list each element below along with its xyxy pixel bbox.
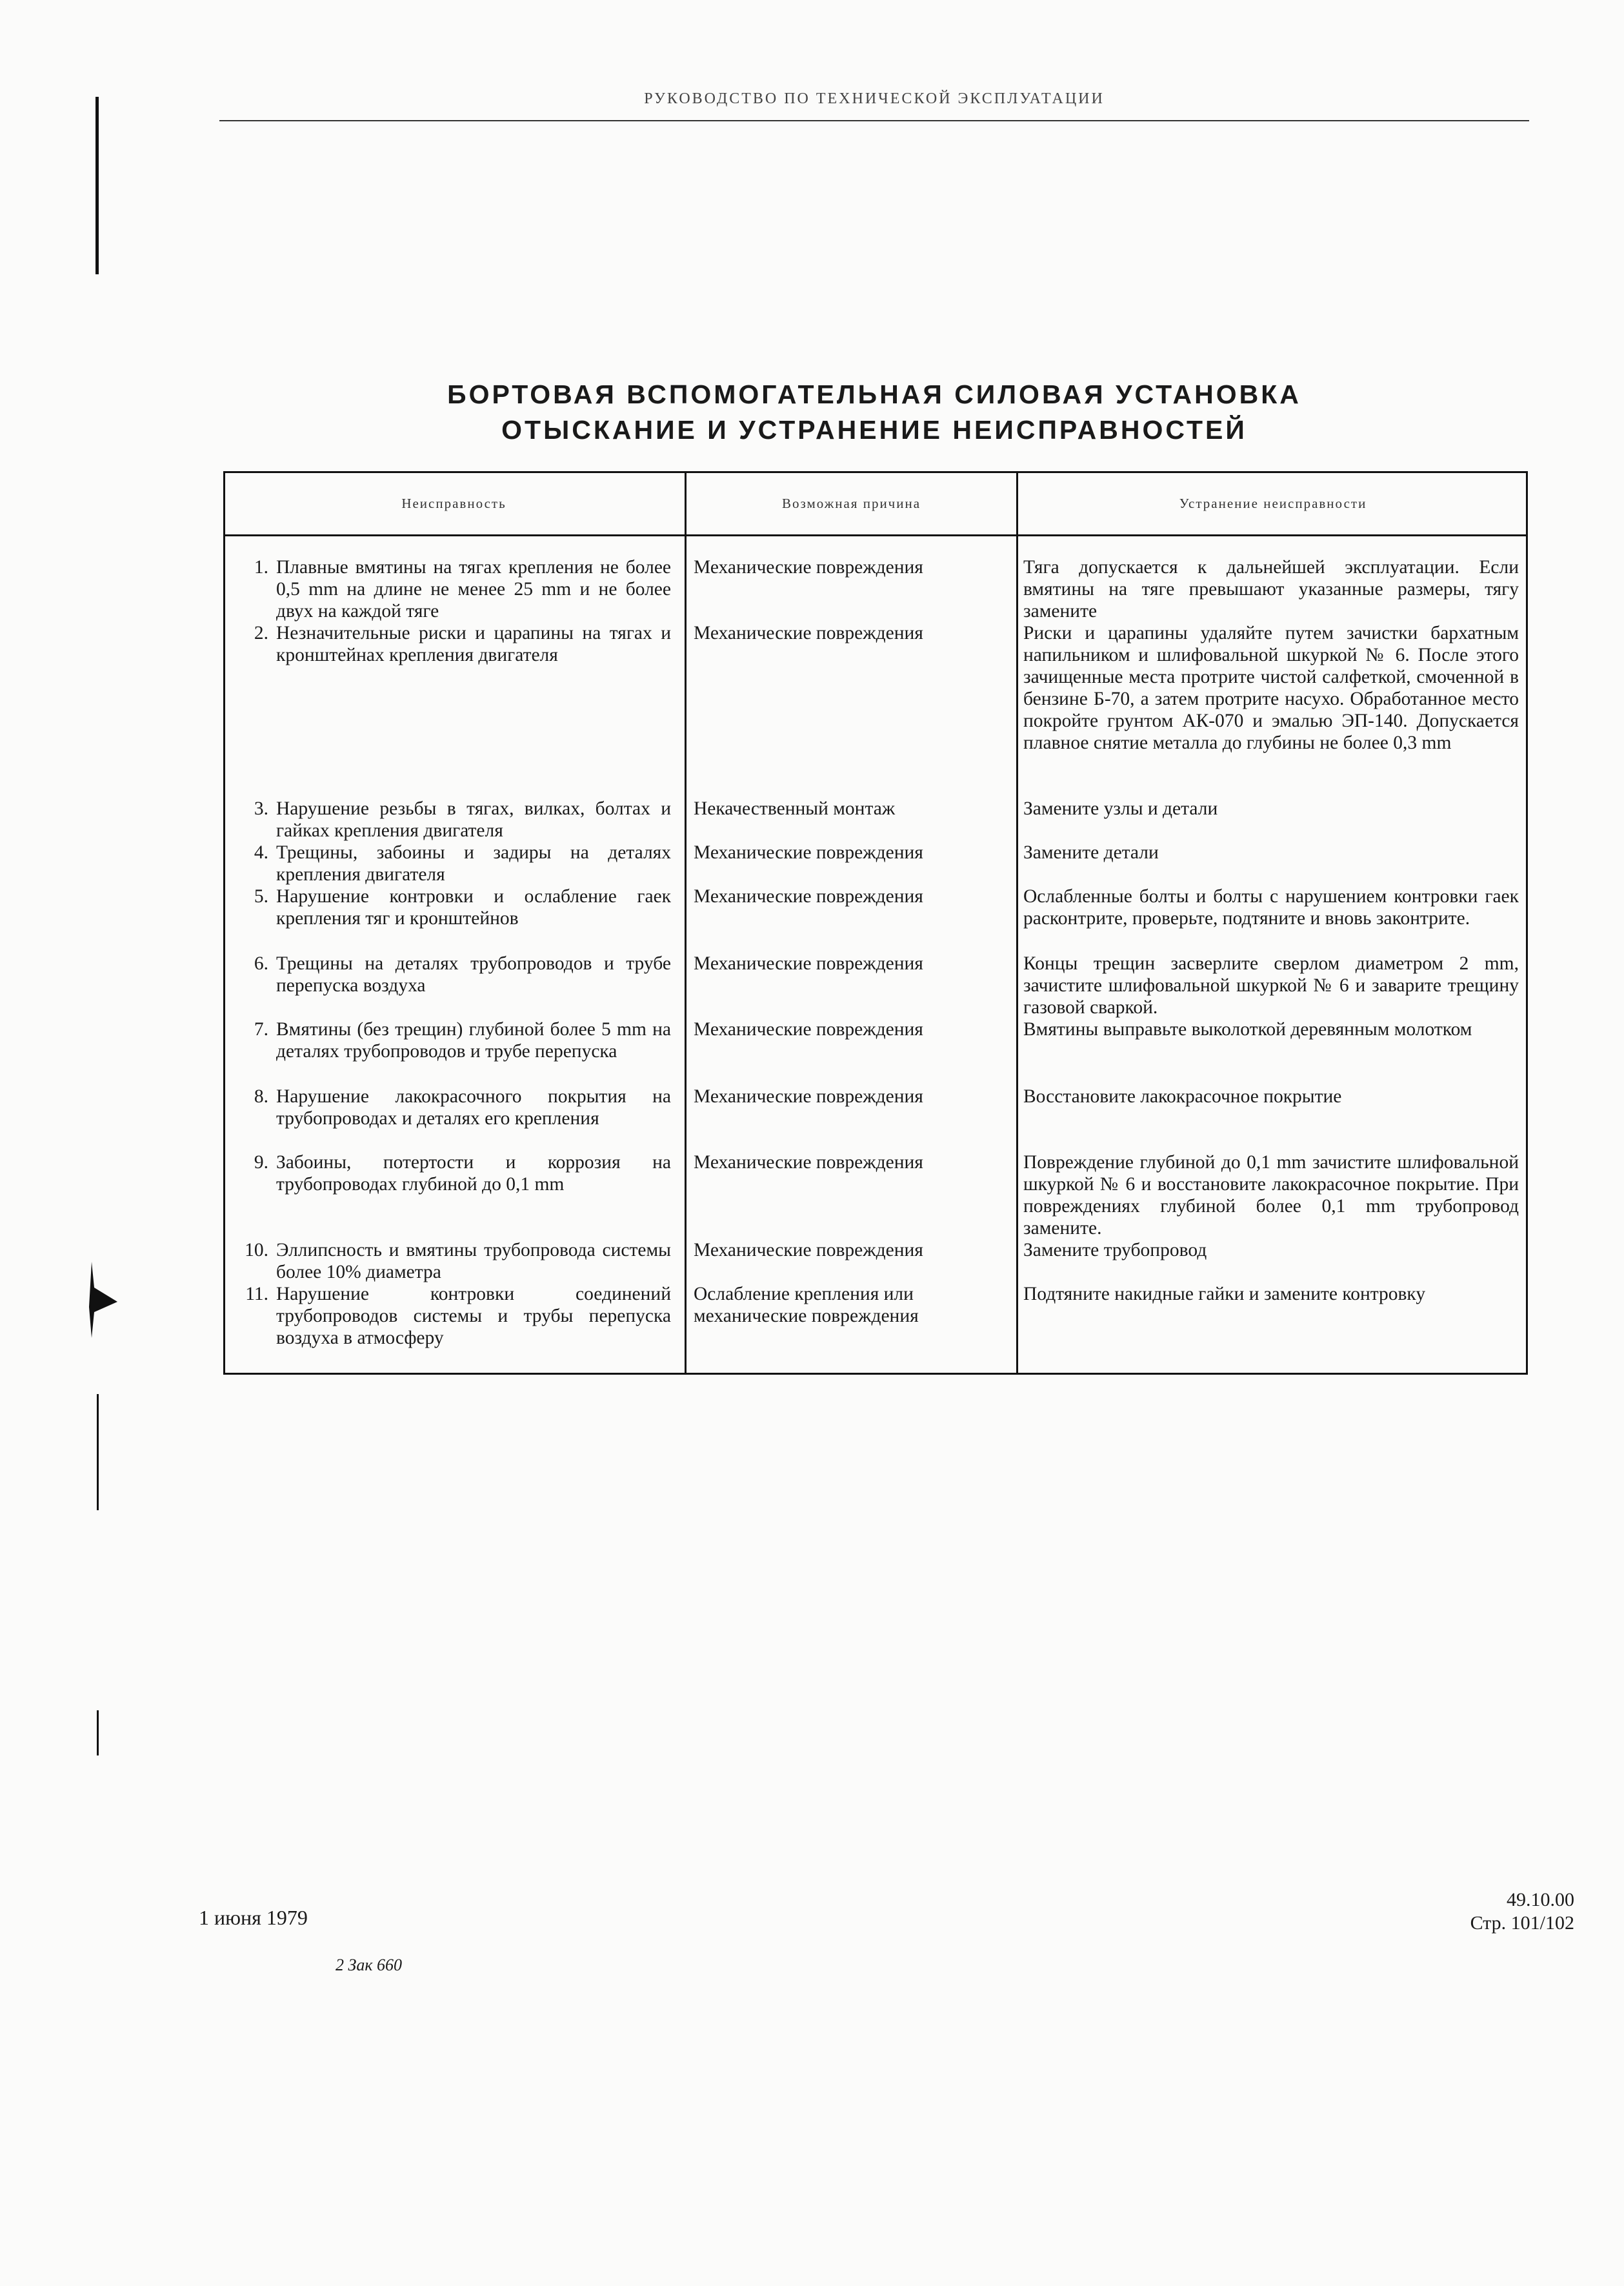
table-row-fault <box>231 798 671 842</box>
remedy-text: Концы трещин засверлите сверлом диаметром 2 mm, зачистите шлифовальной шкуркой № 6 и заварите трещину газовой сваркой. <box>1023 953 1519 1018</box>
column-header-fault: Неисправность <box>401 496 506 511</box>
cause-text: Механические повреждения <box>694 1240 923 1260</box>
remedy-text: Повреждение глубиной до 0,1 mm зачистите шлифовальной шкуркой № 6 и восстановите лакокрасочное покрытие. При повреждениях глубиной более 0,1 mm трубопровод замените. <box>1023 1152 1519 1239</box>
column-divider <box>685 471 687 1375</box>
fault-text: Нарушение контровки соединений трубопроводов системы и трубы перепуска воздуха в атмосферу <box>276 1284 671 1348</box>
row-number: 7. <box>254 1019 268 1040</box>
cause-text: Механические повреждения <box>694 953 923 974</box>
page-title: БОРТОВАЯ ВСПОМОГАТЕЛЬНАЯ СИЛОВАЯ УСТАНОВКА <box>447 379 1301 409</box>
table-row-fault <box>231 1239 671 1283</box>
row-number: 6. <box>254 953 268 974</box>
fault-text: Трещины, забоины и задиры на деталях крепления двигателя <box>276 842 671 885</box>
header-divider <box>223 534 1528 536</box>
fault-text: Плавные вмятины на тягах крепления не более 0,5 mm на длине не менее 25 mm и не более двух на каждой тяге <box>276 557 671 622</box>
margin-mark <box>95 97 99 274</box>
header-rule <box>219 120 1529 121</box>
remedy-text: Тяга допускается к дальнейшей эксплуатации. Если вмятины на тяге превышают указанные размеры, тягу замените <box>1023 557 1519 622</box>
page-reference <box>1394 1888 1574 1935</box>
fault-text: Эллипсность и вмятины трубопровода системы более 10% диаметра <box>276 1240 671 1282</box>
remedy-text: Замените узлы и детали <box>1023 798 1218 819</box>
row-number: 8. <box>254 1086 268 1107</box>
page-number: Стр. 101/102 <box>1470 1912 1574 1934</box>
cause-text: Некачественный монтаж <box>694 798 896 819</box>
row-number: 11. <box>245 1284 268 1304</box>
fault-text: Нарушение лакокрасочного покрытия на трубопроводах и деталях его крепления <box>276 1086 671 1129</box>
cause-text: Ослабление крепления или механические повреждения <box>694 1284 919 1326</box>
fault-text: Нарушение резьбы в тягах, вилках, болтах и гайках крепления двигателя <box>276 798 671 841</box>
row-number: 4. <box>254 842 268 863</box>
table-row-fault <box>231 1018 671 1062</box>
remedy-text: Восстановите лакокрасочное покрытие <box>1023 1086 1342 1107</box>
running-header: РУКОВОДСТВО ПО ТЕХНИЧЕСКОЙ ЭКСПЛУАТАЦИИ <box>644 90 1105 107</box>
fault-text: Трещины на деталях трубопроводов и трубе перепуска воздуха <box>276 953 671 996</box>
row-number: 1. <box>254 557 268 578</box>
remedy-text: Подтяните накидные гайки и замените контровку <box>1023 1284 1426 1304</box>
cause-text: Механические повреждения <box>694 1152 923 1173</box>
table-row-fault <box>231 622 671 666</box>
row-number: 9. <box>254 1152 268 1173</box>
cause-text: Механические повреждения <box>694 623 923 643</box>
row-number: 10. <box>245 1240 268 1260</box>
table-row-fault <box>231 1086 671 1129</box>
table-row-fault <box>231 1283 671 1349</box>
column-divider <box>1016 471 1018 1375</box>
fault-text: Вмятины (без трещин) глубиной более 5 mm на деталях трубопроводов и трубе перепуска <box>276 1019 671 1062</box>
column-header-cause: Возможная причина <box>781 496 921 511</box>
fault-text: Забоины, потертости и коррозия на трубопроводах глубиной до 0,1 mm <box>276 1152 671 1195</box>
order-number: 2 Зак 660 <box>336 1956 403 1974</box>
page-subtitle: ОТЫСКАНИЕ И УСТРАНЕНИЕ НЕИСПРАВНОСТЕЙ <box>501 415 1247 445</box>
section-code: 49.10.00 <box>1507 1889 1574 1910</box>
margin-arrow-mark <box>84 1262 123 1339</box>
fault-text: Нарушение контровки и ослабление гаек крепления тяг и кронштейнов <box>276 886 671 929</box>
issue-date: 1 июня 1979 <box>199 1906 308 1929</box>
table-row-fault <box>231 556 671 622</box>
column-header-remedy: Устранение неисправности <box>1179 496 1367 511</box>
remedy-text: Ослабленные болты и болты с нарушением контровки гаек расконтрите, проверьте, подтяните и вновь законтрите. <box>1023 886 1519 929</box>
fault-text: Незначительные риски и царапины на тягах и кронштейнах крепления двигателя <box>276 623 671 665</box>
cause-text: Механические повреждения <box>694 1086 923 1107</box>
cause-text: Механические повреждения <box>694 1019 923 1040</box>
table-row-fault <box>231 1151 671 1195</box>
table-row-fault <box>231 953 671 996</box>
margin-mark <box>97 1394 99 1510</box>
cause-text: Механические повреждения <box>694 842 923 863</box>
table-row-fault <box>231 885 671 929</box>
row-number: 3. <box>254 798 268 819</box>
margin-mark <box>97 1710 99 1755</box>
cause-text: Механические повреждения <box>694 886 923 907</box>
remedy-text: Замените трубопровод <box>1023 1240 1207 1260</box>
remedy-text: Риски и царапины удаляйте путем зачистки бархатным напильником и шлифовальной шкуркой № 6. После этого зачищенные места протрите чистой салфеткой, смоченной в бензине Б-70, а затем протрите насухо. Обработанное место покройте грунтом АК-070 и эмалью ЭП-140. Допускается плавное снятие металла до глубины не более 0,3 mm <box>1023 623 1519 753</box>
remedy-text: Вмятины выправьте выколоткой деревянным молотком <box>1023 1019 1472 1040</box>
row-number: 5. <box>254 886 268 907</box>
cause-text: Механические повреждения <box>694 557 923 578</box>
remedy-text: Замените детали <box>1023 842 1159 863</box>
row-number: 2. <box>254 623 268 643</box>
table-row-fault <box>231 842 671 885</box>
